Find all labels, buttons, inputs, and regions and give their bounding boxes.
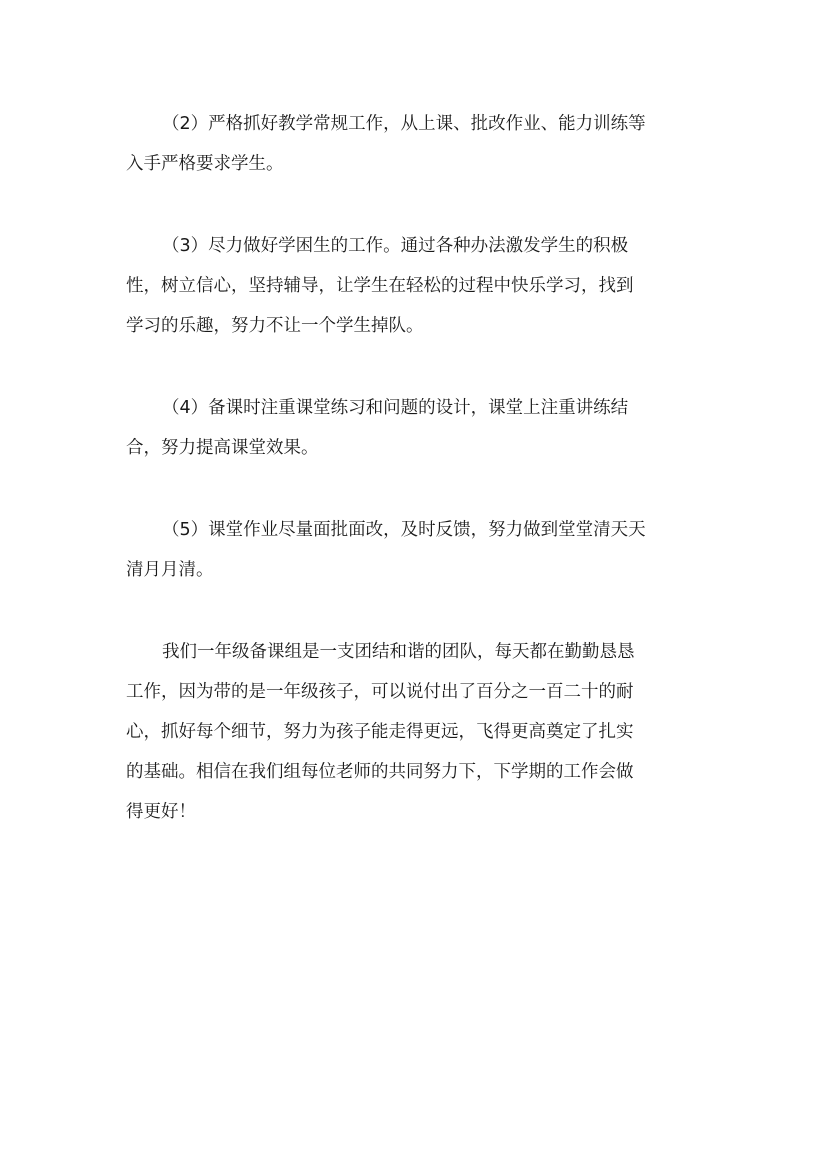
paragraph-line: 得更好！: [126, 802, 196, 822]
paragraph-line: （4）备课时注重课堂练习和问题的设计，课堂上注重讲练结: [162, 398, 629, 418]
paragraph-line: 我们一年级备课组是一支团结和谐的团队，每天都在勤勤恳恳: [162, 642, 635, 662]
paragraph-line: 心，抓好每个细节，努力为孩子能走得更远，飞得更高奠定了扎实: [126, 722, 634, 742]
paragraph-line: 清月月清。: [126, 560, 214, 580]
paragraph-line: 工作，因为带的是一年级孩子，可以说付出了百分之一百二十的耐: [126, 682, 634, 702]
paragraph-line: 的基础。相信在我们组每位老师的共同努力下，下学期的工作会做: [126, 762, 634, 782]
paragraph-spacer: [126, 468, 706, 510]
paragraph-spacer: [126, 590, 706, 632]
paragraph-line: 性，树立信心，坚持辅导，让学生在轻松的过程中快乐学习，找到: [126, 276, 634, 296]
document-body: [126, 104, 706, 832]
paragraph-line: （5）课堂作业尽量面批面改，及时反馈，努力做到堂堂清天天: [162, 520, 646, 540]
paragraph-item-3: [126, 226, 706, 346]
paragraph-line: （3）尽力做好学困生的工作。通过各种办法激发学生的积极: [162, 236, 629, 256]
paragraph-item-4: [126, 388, 706, 468]
paragraph-line: 合，努力提高课堂效果。: [126, 438, 319, 458]
paragraph-item-2: [126, 104, 706, 184]
paragraph-line: 入手严格要求学生。: [126, 154, 284, 174]
paragraph-line: （2）严格抓好教学常规工作，从上课、批改作业、能力训练等: [162, 114, 646, 134]
paragraph-summary: [126, 632, 706, 832]
paragraph-item-5: [126, 510, 706, 590]
paragraph-line: 学习的乐趣，努力不让一个学生掉队。: [126, 316, 424, 336]
paragraph-spacer: [126, 346, 706, 388]
paragraph-spacer: [126, 184, 706, 226]
